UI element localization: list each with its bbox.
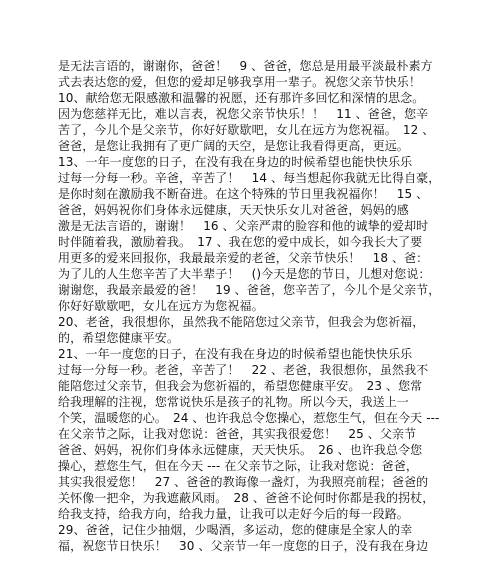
text-line: 因为您慈祥无比，难以言表，祝您父亲节快乐！！ 11 、爸爸，您辛: [58, 107, 429, 121]
text-line: 爸爸、妈妈，祝你们身体永远健康，天天快乐。 26 、也许我总令您: [58, 443, 423, 457]
text-line: 是你时刻在激励我不断奋进。在这个特殊的节日里我祝福你！ 15 、: [58, 187, 429, 201]
text-line: 用更多的爱来回报你，我最最亲爱的老爸，父亲节快乐！ 18 、爸：: [58, 251, 429, 265]
text-line: 你好好歇歇吧，女儿在远方为您祝福。: [58, 299, 264, 313]
text-line: 操心，惹您生气，但在今天 --- 在父亲节之际，让我对您说：爸爸，: [58, 459, 418, 473]
text-line: 过每一分每一秒。老爸，辛苦了！ 22 、老爸，我很想你，虽然我不: [58, 363, 429, 377]
text-line: 过每一分每一秒。辛爸，辛苦了！ 14 、每当想起你我就无比得自豪，: [58, 171, 441, 185]
text-line: 关怀像一把伞，为我遮蔽风雨。 28 、爸爸不论何时你都是我的拐杖，: [58, 491, 435, 505]
text-line: 式去表达您的爱，但您的爱却足够我享用一辈子。祝您父亲节快乐！: [58, 75, 422, 89]
text-line: 福，祝您节日快乐！ 30 、父亲节一年一度您的日子，没有我在身边: [58, 539, 429, 553]
text-line: 其实我很爱您！ 27 、爸爸的教诲像一盏灯，为我照亮前程；爸爸的: [58, 475, 429, 489]
text-line: 21、一年一度您的日子，在没有我在身边的时候希望也能快快乐乐: [58, 347, 413, 361]
text-line: 给我理解的注视，您常说快乐是孩子的礼物。所以今天，我送上一: [58, 395, 409, 409]
text-line: 10、献给您无限感激和温馨的祝愿，还有那许多回忆和深情的思念。: [58, 91, 425, 105]
text-line: 为了儿的人生您辛苦了大半辈子！ ()今天是您的节日，儿想对您说：: [58, 267, 431, 281]
text-line: 爸爸，是您让我拥有了更广阔的天空，是您让我看得更高，更远。: [58, 139, 409, 153]
text-line: 苦了，今儿个是父亲节，你好好歇歇吧，女儿在远方为您祝福。 12 、: [58, 123, 435, 137]
text-line: 谢谢您，我最亲最爱的爸！ 19 、爸爸，您辛苦了，今儿个是父亲节，: [58, 283, 441, 297]
text-line: 是无法言语的，谢谢你，爸爸！ 9 、爸爸，您总是用最平淡最朴素方: [58, 59, 433, 73]
text-line: 爸爸，妈妈祝你们身体永远健康，天天快乐女儿对爸爸，妈妈的感: [58, 203, 409, 217]
text-line: 在父亲节之际，让我对您说：爸爸，其实我很爱您！ 25 、父亲节: [58, 427, 417, 441]
text-line: 能陪您过父亲节，但我会为您祈福的，希望您健康平安。 23 、您常: [58, 379, 423, 393]
text-line: 给我支持，给我方向，给我力量，让我可以走好今后的每一段路。: [58, 507, 409, 521]
text-line: 20、老爸，我很想你，虽然我不能陪您过父亲节，但我会为您祈福，: [58, 315, 425, 329]
text-line: 13、一年一度您的日子，在没有我在身边的时候希望也能快快乐乐: [58, 155, 413, 169]
text-line: 时伴随着我，激励着我。 17 、我在您的爱中成长，如今我长大了要: [58, 235, 423, 249]
text-line: 激是无法言语的，谢谢！ 16 、父亲严肃的脸容和他的诚挚的爱却时: [58, 219, 429, 233]
document-body: [58, 58, 458, 554]
text-line: 的，希望您健康平安。: [58, 331, 180, 345]
text-line: 29、爸爸，记住少抽烟，少喝酒，多运动，您的健康是全家人的幸: [58, 523, 413, 537]
text-line: 个笑，温暖您的心。 24 、也许我总令您操心，惹您生气，但在今天 ---: [58, 411, 440, 425]
